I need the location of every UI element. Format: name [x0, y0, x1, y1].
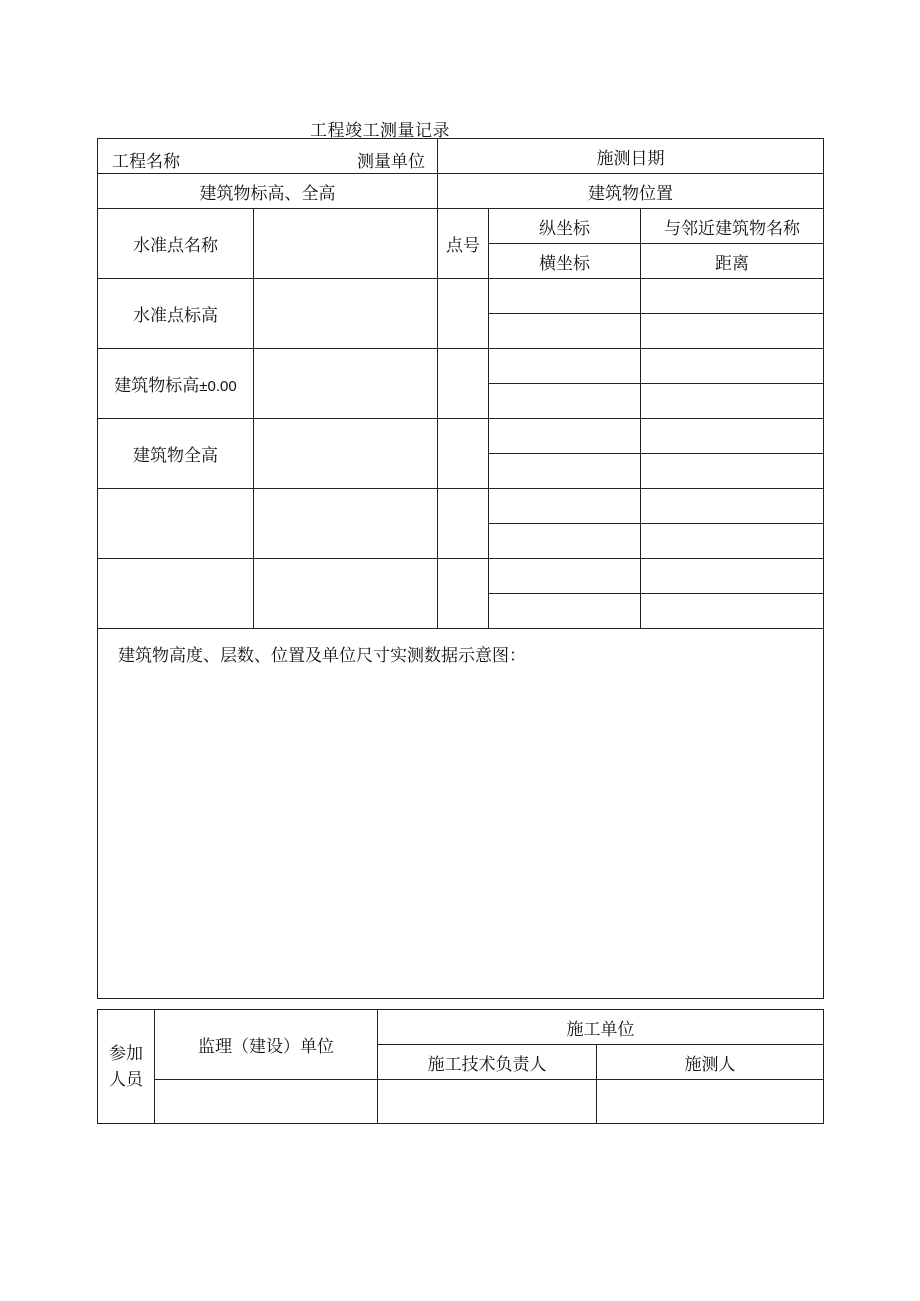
- blank-value-cell[interactable]: [254, 559, 438, 629]
- benchmark-elevation-label: 水准点标高: [98, 279, 254, 349]
- elevation-section-heading: 建筑物标高、全高: [98, 174, 438, 209]
- point-no-cell[interactable]: [438, 559, 489, 629]
- distance-cell[interactable]: [641, 314, 824, 349]
- north-coord-label: 纵坐标: [489, 209, 641, 244]
- supervision-unit-label: 监理（建设）单位: [155, 1010, 378, 1080]
- building-elevation-text: 建筑物标高: [114, 376, 200, 396]
- adjacent-building-cell[interactable]: [641, 279, 824, 314]
- sketch-area[interactable]: [98, 629, 824, 999]
- building-elevation-label: [98, 349, 254, 419]
- surveyor-label: 施测人: [597, 1045, 824, 1080]
- blank-label-cell[interactable]: [98, 489, 254, 559]
- point-no-cell[interactable]: [438, 279, 489, 349]
- building-height-value[interactable]: [254, 419, 438, 489]
- east-coord-cell[interactable]: [489, 524, 641, 559]
- north-coord-cell[interactable]: [489, 349, 641, 384]
- point-no-cell[interactable]: [438, 349, 489, 419]
- north-coord-cell[interactable]: [489, 419, 641, 454]
- distance-cell[interactable]: [641, 524, 824, 559]
- supervision-signature-cell[interactable]: [155, 1080, 378, 1124]
- building-elevation-zero: ±0.00: [199, 378, 237, 395]
- adjacent-building-cell[interactable]: [641, 489, 824, 524]
- signoff-table: [97, 1009, 824, 1124]
- point-no-cell[interactable]: [438, 419, 489, 489]
- adjacent-building-label: 与邻近建筑物名称: [641, 209, 824, 244]
- building-elevation-value[interactable]: [254, 349, 438, 419]
- survey-record-table: [97, 138, 824, 999]
- participants-text: 参加人员: [109, 1043, 143, 1090]
- project-name-label: 工程名称: [112, 152, 180, 172]
- survey-unit-label: 测量单位: [357, 152, 425, 172]
- distance-label: 距离: [641, 244, 824, 279]
- position-section-heading: 建筑物位置: [438, 174, 824, 209]
- document-title: 工程竣工测量记录: [310, 121, 450, 141]
- sketch-label: 建筑物高度、层数、位置及单位尺寸实测数据示意图：: [118, 646, 526, 666]
- tech-lead-signature-cell[interactable]: [378, 1080, 597, 1124]
- construction-unit-label: 施工单位: [378, 1010, 824, 1045]
- surveyor-signature-cell[interactable]: [597, 1080, 824, 1124]
- north-coord-cell[interactable]: [489, 559, 641, 594]
- survey-date-label: 施测日期: [438, 139, 824, 174]
- distance-cell[interactable]: [641, 454, 824, 489]
- east-coord-label: 横坐标: [489, 244, 641, 279]
- header-left-cell: [98, 139, 438, 174]
- east-coord-cell[interactable]: [489, 454, 641, 489]
- tech-lead-label: 施工技术负责人: [378, 1045, 597, 1080]
- blank-value-cell[interactable]: [254, 489, 438, 559]
- building-height-label: 建筑物全高: [98, 419, 254, 489]
- blank-label-cell[interactable]: [98, 559, 254, 629]
- east-coord-cell[interactable]: [489, 594, 641, 629]
- adjacent-building-cell[interactable]: [641, 559, 824, 594]
- adjacent-building-cell[interactable]: [641, 349, 824, 384]
- participants-label: [98, 1010, 155, 1124]
- adjacent-building-cell[interactable]: [641, 419, 824, 454]
- benchmark-name-value[interactable]: [254, 209, 438, 279]
- east-coord-cell[interactable]: [489, 384, 641, 419]
- north-coord-cell[interactable]: [489, 489, 641, 524]
- point-no-cell[interactable]: [438, 489, 489, 559]
- benchmark-elevation-value[interactable]: [254, 279, 438, 349]
- north-coord-cell[interactable]: [489, 279, 641, 314]
- distance-cell[interactable]: [641, 594, 824, 629]
- east-coord-cell[interactable]: [489, 314, 641, 349]
- benchmark-name-label: 水准点名称: [98, 209, 254, 279]
- point-no-label: 点号: [438, 209, 489, 279]
- distance-cell[interactable]: [641, 384, 824, 419]
